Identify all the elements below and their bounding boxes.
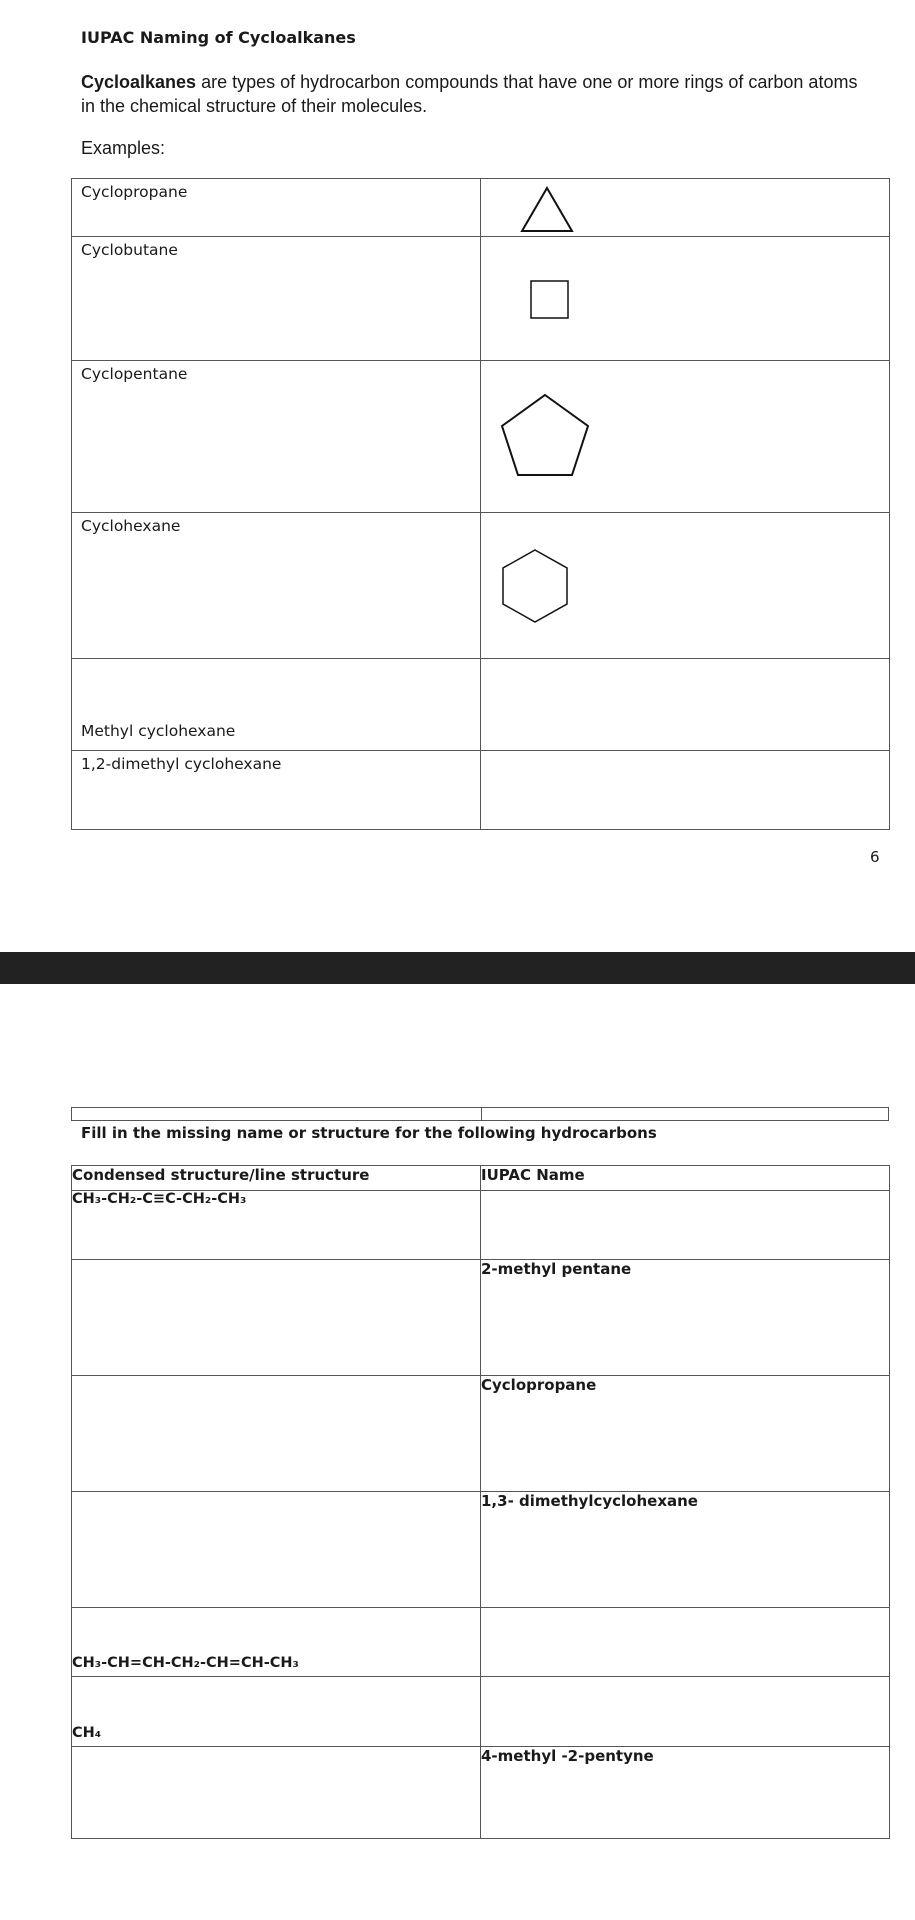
- intro-text: are types of hydrocarbon compounds that have one or more rings of carbon atoms in the chemical structure of their molecules.: [81, 72, 858, 116]
- example-name-cyclopropane: Cyclopropane: [72, 179, 481, 237]
- example-name-cyclobutane: Cyclobutane: [72, 237, 481, 361]
- table-row: [72, 179, 890, 237]
- intro-term: Cycloalkanes: [81, 72, 197, 92]
- table-row: [72, 1747, 890, 1839]
- example-name-cyclopentane: Cyclopentane: [72, 361, 481, 513]
- structure-cell: [72, 1747, 481, 1839]
- example-structure-cell: [481, 751, 890, 830]
- name-cell: 4-methyl -2-pentyne: [481, 1747, 890, 1839]
- column-header-iupac-name: IUPAC Name: [481, 1166, 890, 1191]
- table-row: [72, 237, 890, 361]
- table-row: [72, 1608, 890, 1677]
- name-cell: Cyclopropane: [481, 1376, 890, 1492]
- table-row: [72, 659, 890, 751]
- table-row: [72, 513, 890, 659]
- structure-cell: [72, 1492, 481, 1608]
- name-cell: [481, 1608, 890, 1677]
- triangle-icon: [519, 185, 575, 235]
- pentagon-icon: [497, 391, 593, 481]
- example-structure-cell: [481, 361, 890, 513]
- name-cell: 2-methyl pentane: [481, 1260, 890, 1376]
- column-header-structure: Condensed structure/line structure: [72, 1166, 481, 1191]
- name-cell: 1,3- dimethylcyclohexane: [481, 1492, 890, 1608]
- example-name-cyclohexane: Cyclohexane: [72, 513, 481, 659]
- page-number: 6: [870, 848, 880, 866]
- table-row: [72, 361, 890, 513]
- table-row: [72, 1492, 890, 1608]
- table-row: [72, 751, 890, 830]
- instructions-text: Fill in the missing name or structure for the following hydrocarbons: [81, 1124, 657, 1142]
- example-structure-cell: [481, 513, 890, 659]
- example-name-methyl-cyclohexane: Methyl cyclohexane: [72, 659, 481, 751]
- table-row: [72, 1260, 890, 1376]
- divider: [481, 1108, 482, 1120]
- instructions-box: [71, 1107, 889, 1121]
- table-row: [72, 1677, 890, 1747]
- page-title: IUPAC Naming of Cycloalkanes: [81, 28, 356, 47]
- table-row: [72, 1376, 890, 1492]
- table-row: [72, 1191, 890, 1260]
- examples-table: [71, 178, 890, 830]
- structure-cell: CH₃-CH=CH-CH₂-CH=CH-CH₃: [72, 1608, 481, 1677]
- structure-cell: [72, 1260, 481, 1376]
- example-structure-cell: [481, 659, 890, 751]
- example-structure-cell: [481, 179, 890, 237]
- table-header-row: [72, 1166, 890, 1191]
- structure-cell: CH₃-CH₂-C≡C-CH₂-CH₃: [72, 1191, 481, 1260]
- example-name-dimethyl-cyclohexane: 1,2-dimethyl cyclohexane: [72, 751, 481, 830]
- fill-in-table: [71, 1165, 890, 1839]
- hexagon-icon: [499, 546, 571, 626]
- intro-paragraph: [81, 70, 871, 118]
- square-icon: [529, 279, 571, 321]
- structure-cell: [72, 1376, 481, 1492]
- name-cell: [481, 1677, 890, 1747]
- name-cell: [481, 1191, 890, 1260]
- examples-label: Examples:: [81, 138, 166, 158]
- example-structure-cell: [481, 237, 890, 361]
- page-separator: [0, 952, 915, 984]
- structure-cell: CH₄: [72, 1677, 481, 1747]
